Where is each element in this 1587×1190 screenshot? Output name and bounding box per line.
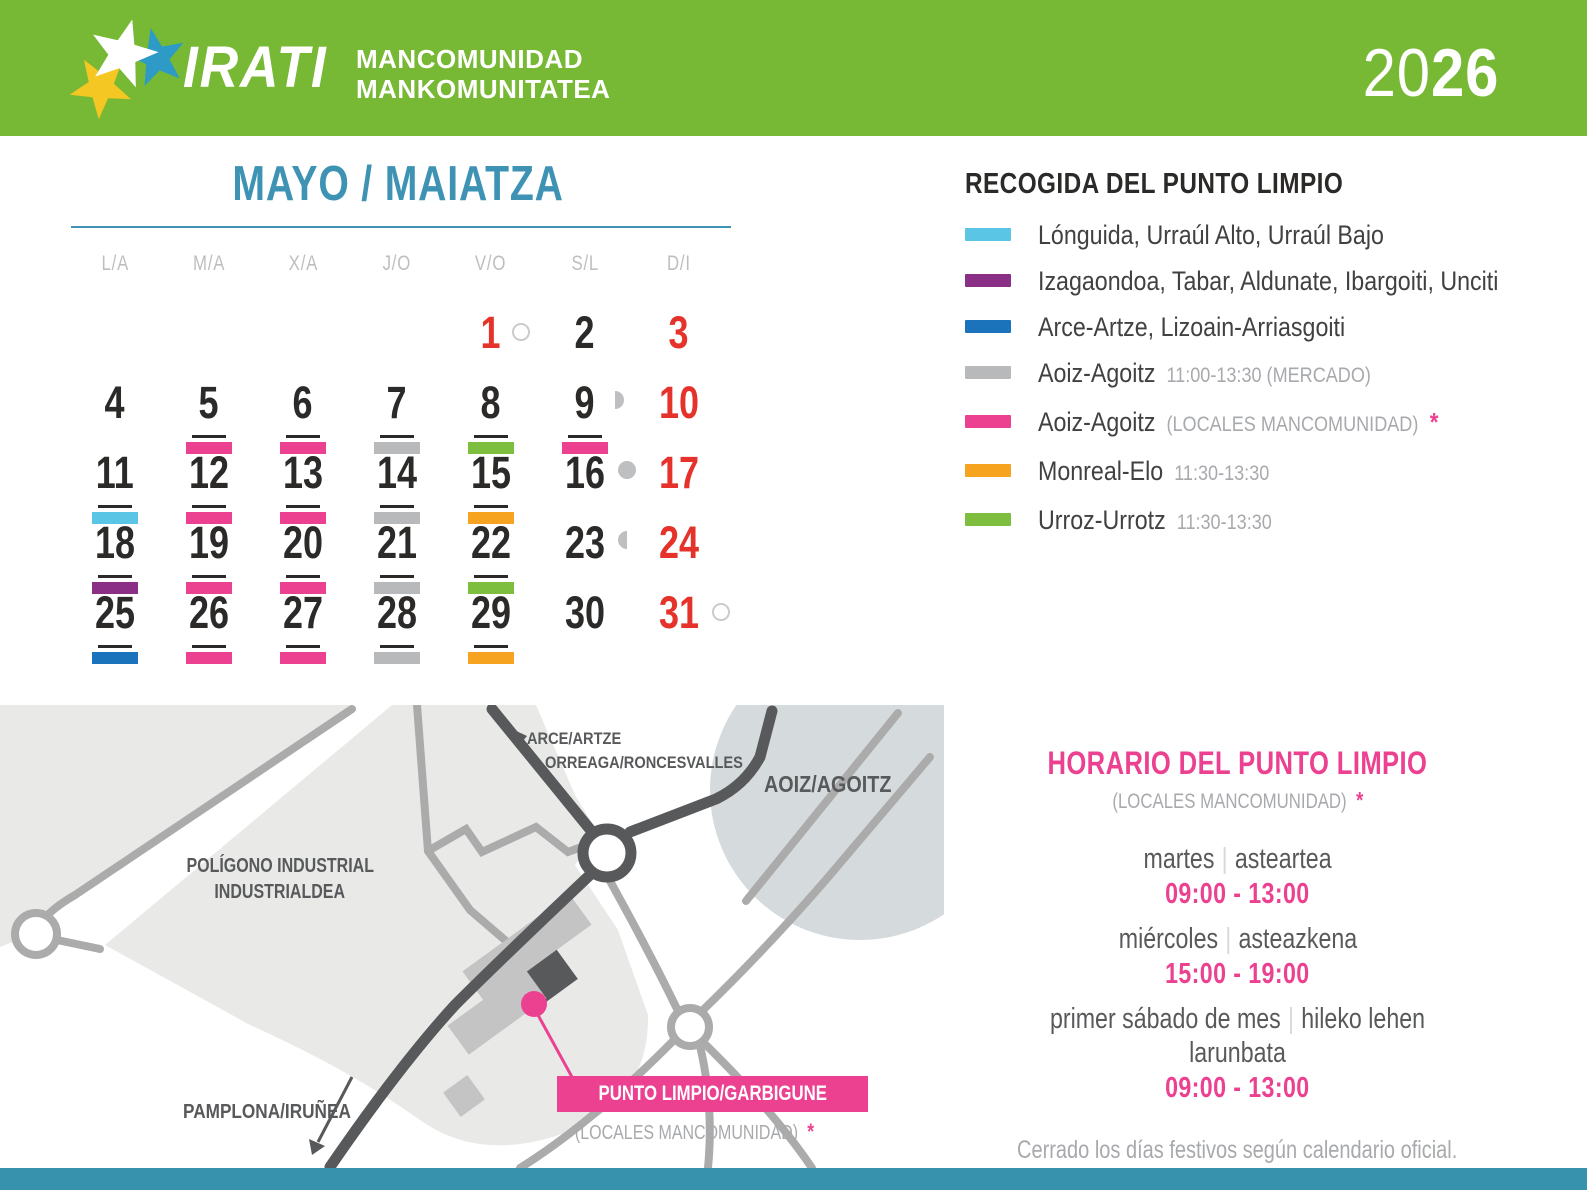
day-number-wrap — [666, 307, 691, 364]
calendar-day-cell — [444, 370, 538, 440]
legend-item — [965, 219, 1585, 251]
schedule-separator: | — [1287, 1003, 1295, 1035]
day-number: 14 — [376, 447, 418, 498]
weekday-header-3 — [256, 252, 350, 276]
legend-item-label: Aoiz-Agoitz — [1038, 358, 1156, 388]
day-number: 7 — [386, 377, 408, 428]
schedule-time-text: 15:00 - 19:00 — [1165, 958, 1310, 990]
day-number: 31 — [658, 587, 700, 638]
calendar-empty-cell — [68, 300, 162, 370]
day-number-wrap — [184, 517, 234, 574]
day-number-wrap — [91, 447, 139, 504]
weekday-header-2 — [162, 252, 256, 276]
weekday-header-5 — [444, 252, 538, 276]
day-number-wrap — [466, 517, 516, 574]
weekday-header-label: V/O — [475, 252, 507, 275]
day-number-wrap — [184, 447, 234, 504]
schedule-row — [955, 1002, 1520, 1104]
day-underline — [474, 575, 508, 578]
day-number: 22 — [470, 517, 512, 568]
arce-road-label: ARCE/ARTZE — [527, 729, 622, 748]
day-number-wrap — [466, 447, 516, 504]
day-underline — [474, 505, 508, 508]
day-number: 18 — [94, 517, 136, 568]
day-number-wrap — [654, 517, 704, 574]
calendar-day-cell — [444, 440, 538, 510]
legend-color-bar — [965, 513, 1011, 526]
header-bar — [0, 0, 1587, 136]
schedule-subtitle: (LOCALES MANCOMUNIDAD) * — [1112, 787, 1363, 813]
day-number-wrap — [384, 377, 409, 434]
schedule-day-es: martes — [1143, 843, 1215, 875]
day-number-wrap — [572, 377, 597, 434]
schedule-days — [955, 922, 1520, 956]
note-es: Cerrado los días festivos según calendario oficial. — [1017, 1136, 1458, 1164]
collection-bar — [468, 652, 514, 664]
asterisk-mark: * — [807, 1119, 815, 1144]
calendar-day-cell — [68, 510, 162, 580]
calendar-day-cell — [444, 300, 538, 370]
day-number-wrap — [560, 447, 610, 504]
calendar-day-cell — [162, 510, 256, 580]
day-number-wrap — [90, 517, 140, 574]
day-underline — [286, 435, 320, 438]
schedule-time — [955, 1072, 1520, 1104]
day-number: 19 — [188, 517, 230, 568]
industrial-area-label: POLÍGONO INDUSTRIAL INDUSTRIALDEA — [186, 855, 374, 903]
map-roundabout-south — [671, 1008, 709, 1046]
orreaga-road-label: ORREAGA/RONCESVALLES — [545, 753, 743, 772]
legend-item-note: 11:00-13:30 (MERCADO) — [1161, 364, 1371, 387]
legend-item-note: 11:30-13:30 — [1171, 511, 1272, 534]
day-number-wrap — [560, 587, 610, 644]
day-number-wrap — [278, 447, 328, 504]
punto-limpio-marker — [521, 991, 547, 1017]
day-number-wrap — [290, 377, 315, 434]
day-number: 29 — [470, 587, 512, 638]
year-suffix: 26 — [1430, 35, 1499, 111]
legend-color-bar — [965, 415, 1011, 428]
day-number-wrap — [102, 377, 127, 434]
day-number-wrap — [654, 447, 704, 504]
day-underline — [192, 645, 226, 648]
day-number: 4 — [104, 377, 126, 428]
schedule-time-text: 09:00 - 13:00 — [1165, 1072, 1310, 1104]
moon-phase-icon — [512, 323, 530, 341]
legend-item-text — [1038, 406, 1438, 441]
calendar-empty-cell — [256, 300, 350, 370]
legend-item-text — [1038, 311, 1345, 343]
day-underline — [380, 645, 414, 648]
day-number: 6 — [292, 377, 314, 428]
schedule-day-eu: asteazkena — [1238, 923, 1357, 955]
legend-item — [965, 504, 1585, 539]
schedule-days-text — [1012, 1002, 1464, 1070]
year-label — [1362, 34, 1499, 112]
legend-color-bar — [965, 228, 1011, 241]
weekday-header-label: J/O — [382, 252, 412, 275]
schedule-panel — [955, 745, 1520, 1190]
day-number: 24 — [658, 517, 700, 568]
schedule-days — [955, 1002, 1520, 1070]
schedule-day-es: primer sábado de mes — [1049, 1003, 1281, 1035]
day-number-wrap — [278, 517, 328, 574]
legend-item-label: Arce-Artze, Lizoain-Arriasgoiti — [1038, 312, 1346, 342]
legend-panel — [965, 168, 1585, 553]
schedule-time — [955, 958, 1520, 990]
day-underline — [286, 575, 320, 578]
day-underline — [98, 575, 132, 578]
day-number: 13 — [282, 447, 324, 498]
day-number: 20 — [282, 517, 324, 568]
day-number: 26 — [188, 587, 230, 638]
org-name-line2: MANKOMUNITATEA — [356, 74, 611, 104]
calendar-day-cell — [538, 440, 632, 510]
collection-bar — [280, 652, 326, 664]
calendar-day-cell — [68, 370, 162, 440]
collection-bar — [374, 652, 420, 664]
legend-item-text — [1038, 219, 1384, 251]
schedule-day-eu: hileko lehen larunbata — [1189, 1003, 1426, 1069]
irati-stars-logo-icon — [66, 6, 196, 130]
legend-color-bar — [965, 366, 1011, 379]
calendar-day-cell — [632, 510, 726, 580]
legend-item-text — [1038, 357, 1371, 392]
schedule-row — [955, 922, 1520, 990]
calendar-day-cell — [632, 440, 726, 510]
calendar-day-cell — [538, 510, 632, 580]
legend-item-label: Urroz-Urrotz — [1038, 505, 1166, 535]
day-number-wrap — [466, 587, 516, 644]
day-underline — [192, 575, 226, 578]
day-number: 23 — [564, 517, 606, 568]
weekday-header-label: L/A — [101, 252, 129, 275]
location-map — [0, 705, 944, 1168]
legend-item-note: (LOCALES MANCOMUNIDAD) — [1161, 413, 1419, 436]
weekday-header-4 — [350, 252, 444, 276]
org-name — [356, 44, 610, 104]
weekday-header-7 — [632, 252, 726, 276]
day-number-wrap — [372, 447, 422, 504]
day-number-wrap — [560, 517, 610, 574]
day-underline — [474, 435, 508, 438]
calendar-day-cell — [68, 440, 162, 510]
schedule-title: HORARIO DEL PUNTO LIMPIO — [1047, 745, 1428, 781]
calendar-day-cell — [632, 370, 726, 440]
day-underline — [474, 645, 508, 648]
calendar-day-cell — [444, 510, 538, 580]
calendar-day-cell — [632, 300, 726, 370]
legend-item — [965, 406, 1585, 441]
schedule-time-text: 09:00 - 13:00 — [1165, 878, 1310, 910]
legend-item-label: Aoiz-Agoitz — [1038, 407, 1156, 437]
schedule-days-text — [1118, 922, 1356, 956]
calendar-day-cell — [162, 440, 256, 510]
weekday-header-label: D/I — [667, 252, 691, 275]
calendar-empty-cell — [162, 300, 256, 370]
weekday-header-label: M/A — [192, 252, 226, 275]
legend-item — [965, 265, 1585, 297]
day-number: 28 — [376, 587, 418, 638]
day-number-wrap — [572, 307, 597, 364]
moon-phase-icon — [618, 531, 636, 549]
year-prefix: 20 — [1362, 35, 1431, 111]
collection-bar — [92, 652, 138, 664]
legend-item — [965, 357, 1585, 392]
schedule-separator: | — [1224, 923, 1231, 955]
day-underline — [568, 435, 602, 438]
day-underline — [192, 435, 226, 438]
title-rule — [71, 226, 731, 228]
calendar-empty-cell — [350, 300, 444, 370]
calendar-day-cell — [632, 580, 726, 650]
moon-phase-icon — [618, 461, 636, 479]
map-roundabout-west — [15, 913, 57, 955]
day-number-wrap — [184, 587, 234, 644]
legend-title: RECOGIDA DEL PUNTO LIMPIO — [965, 168, 1344, 200]
day-number: 27 — [282, 587, 324, 638]
day-underline — [380, 575, 414, 578]
calendar-day-cell — [350, 440, 444, 510]
day-underline — [286, 505, 320, 508]
calendar-day-cell — [256, 440, 350, 510]
footer-bar — [0, 1168, 1587, 1190]
legend-items — [965, 219, 1585, 539]
moon-phase-icon — [606, 391, 624, 409]
day-number: 3 — [668, 307, 690, 358]
day-number: 1 — [480, 307, 502, 358]
day-number-wrap — [478, 307, 503, 364]
calendar-day-cell — [256, 510, 350, 580]
legend-item-text — [1038, 504, 1272, 539]
day-underline — [380, 505, 414, 508]
day-number: 16 — [564, 447, 606, 498]
legend-item-label: Izagaondoa, Tabar, Aldunate, Ibargoiti, Unciti — [1038, 266, 1499, 296]
calendar-day-cell — [350, 510, 444, 580]
calendar-day-cell — [350, 370, 444, 440]
calendar-day-cell — [68, 580, 162, 650]
weekday-header-1 — [68, 252, 162, 276]
day-number: 9 — [574, 377, 596, 428]
month-title: MAYO / MAIATZA — [232, 157, 564, 211]
legend-color-bar — [965, 274, 1011, 287]
day-number: 11 — [95, 447, 135, 498]
moon-phase-icon — [712, 603, 730, 621]
day-underline — [286, 645, 320, 648]
day-number: 8 — [480, 377, 502, 428]
legend-color-bar — [965, 320, 1011, 333]
asterisk-mark: * — [1355, 787, 1363, 813]
day-number-wrap — [654, 377, 704, 434]
day-number: 30 — [564, 587, 606, 638]
day-underline — [98, 505, 132, 508]
day-number-wrap — [90, 587, 140, 644]
calendar-day-cell — [538, 300, 632, 370]
calendar-grid — [68, 300, 726, 650]
day-number: 12 — [188, 447, 230, 498]
day-number-wrap — [654, 587, 704, 644]
asterisk-mark: * — [1423, 407, 1439, 437]
day-number: 17 — [658, 447, 700, 498]
weekday-header-6 — [538, 252, 632, 276]
schedule-days-text — [1143, 842, 1331, 876]
day-underline — [98, 645, 132, 648]
aoiz-town-label: AOIZ/AGOITZ — [764, 771, 892, 797]
day-number: 21 — [376, 517, 418, 568]
day-number-wrap — [478, 377, 503, 434]
legend-item-text — [1038, 455, 1269, 490]
day-number: 5 — [198, 377, 220, 428]
org-name-line1: MANCOMUNIDAD — [356, 44, 583, 74]
map-roundabout-main — [583, 829, 631, 877]
pamplona-road-label: PAMPLONA/IRUÑEA — [183, 1101, 351, 1123]
calendar-day-cell — [538, 370, 632, 440]
punto-limpio-callout: PUNTO LIMPIO/GARBIGUNE — [557, 1076, 868, 1112]
weekday-header-label: X/A — [288, 252, 318, 275]
legend-item-text — [1038, 265, 1498, 297]
brand-title: IRATI — [183, 35, 328, 100]
weekday-header-label: S/L — [571, 252, 599, 275]
legend-item-label: Lónguida, Urraúl Alto, Urraúl Bajo — [1038, 220, 1384, 250]
punto-limpio-sub-label: (LOCALES MANCOMUNIDAD) * — [574, 1119, 815, 1144]
legend-item — [965, 311, 1585, 343]
schedule-rows — [955, 842, 1520, 1104]
day-number-wrap — [372, 587, 422, 644]
schedule-days — [955, 842, 1520, 876]
calendar-day-cell — [538, 580, 632, 650]
day-number-wrap — [372, 517, 422, 574]
calendar-day-cell — [256, 370, 350, 440]
calendar-day-cell — [350, 580, 444, 650]
legend-item — [965, 455, 1585, 490]
day-number: 15 — [470, 447, 512, 498]
day-number: 2 — [574, 307, 596, 358]
weekday-header-row — [68, 252, 726, 276]
legend-item-label: Monreal-Elo — [1038, 456, 1164, 486]
day-number: 10 — [658, 377, 700, 428]
legend-color-bar — [965, 464, 1011, 477]
schedule-day-es: miércoles — [1118, 923, 1218, 955]
day-number-wrap — [278, 587, 328, 644]
calendar-day-cell — [444, 580, 538, 650]
calendar-day-cell — [162, 580, 256, 650]
calendar-day-cell — [256, 580, 350, 650]
schedule-separator: | — [1221, 843, 1228, 875]
collection-bar — [186, 652, 232, 664]
day-number: 25 — [94, 587, 136, 638]
calendar-day-cell — [162, 370, 256, 440]
schedule-day-eu: asteartea — [1234, 843, 1332, 875]
legend-item-note: 11:30-13:30 — [1169, 462, 1270, 485]
day-underline — [192, 505, 226, 508]
day-underline — [380, 435, 414, 438]
schedule-row — [955, 842, 1520, 910]
day-number-wrap — [196, 377, 221, 434]
schedule-time — [955, 878, 1520, 910]
